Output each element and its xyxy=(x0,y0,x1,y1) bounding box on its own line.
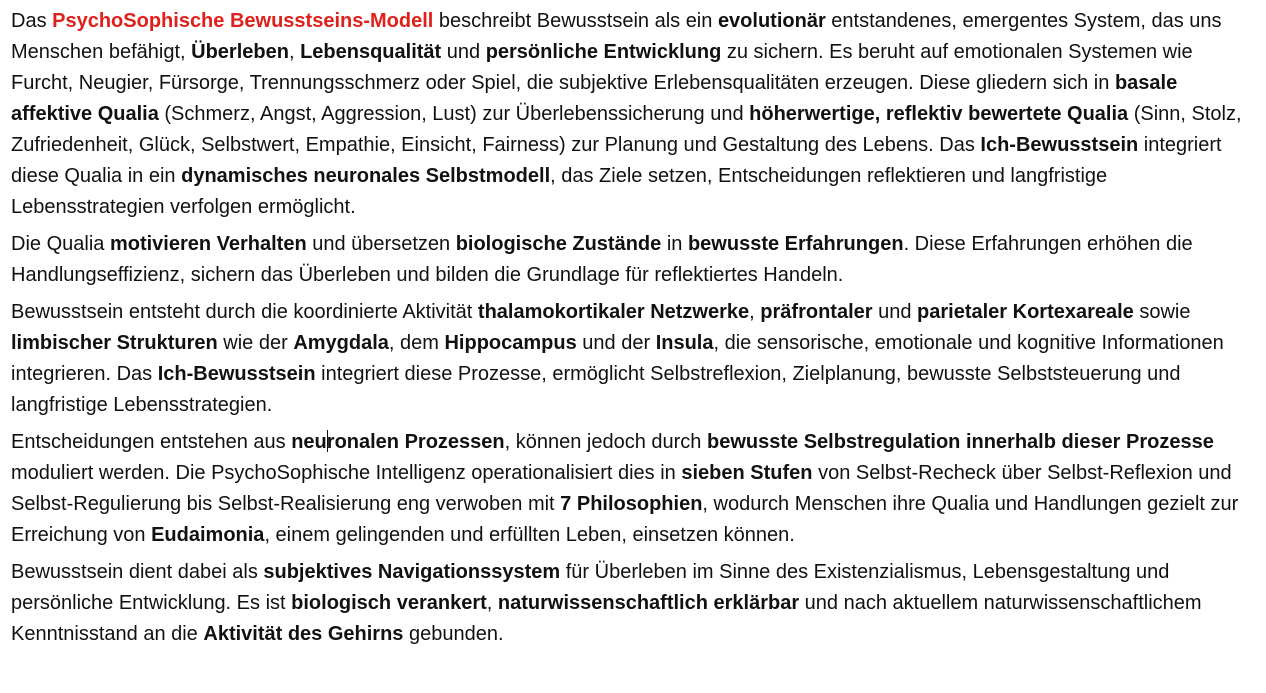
text-run: , die sensorische, emotionale und kognitive Informationen integrieren. Das xyxy=(11,332,1224,385)
text-run: von Selbst-Recheck über Selbst-Reflexion und Selbst-Regulierung bis Selbst-Realisierung eng verwoben mit xyxy=(11,462,1232,515)
bold-text-run: thalamokortikaler Netzwerke xyxy=(477,301,750,323)
text-run: , können jedoch durch xyxy=(504,431,707,453)
bold-text-run: ronalen Prozessen xyxy=(326,431,505,453)
text-run: Bewusstsein dient dabei als xyxy=(11,561,264,583)
text-run: und der xyxy=(576,332,656,354)
text-run: gebunden. xyxy=(403,623,504,645)
bold-text-run: Eudaimonia xyxy=(151,524,265,546)
paragraph xyxy=(11,427,1259,551)
text-run: beschreibt Bewusstsein als ein xyxy=(433,10,718,32)
text-run: in xyxy=(661,233,688,255)
text-run: und übersetzen xyxy=(306,233,456,255)
bold-text-run: präfrontaler xyxy=(760,301,873,323)
bold-text-run: bewusste Selbstregulation innerhalb dieser Prozesse xyxy=(707,431,1214,453)
text-run: integriert diese Qualia in ein xyxy=(11,134,1222,187)
bold-text-run: Ich-Bewusstsein xyxy=(980,134,1139,156)
text-run: Entscheidungen entstehen aus xyxy=(11,431,292,453)
bold-text-run: Insula xyxy=(655,332,714,354)
text-run: , xyxy=(486,592,498,614)
paragraph xyxy=(11,557,1259,650)
text-run: , xyxy=(288,41,301,63)
text-run: , das Ziele setzen, Entscheidungen reflektieren und langfristige Lebensstrategien verfolgen ermöglicht. xyxy=(11,165,1108,218)
bold-text-run: Überleben xyxy=(191,41,289,63)
text-run: (Schmerz, Angst, Aggression, Lust) zur Überlebenssicherung und xyxy=(158,103,750,125)
text-run: entstandenes, emergentes System, das uns Menschen befähigt, xyxy=(11,10,1222,63)
highlighted-term: PsychoSophische Bewusstseins-Modell xyxy=(52,10,434,32)
bold-text-run: limbischer Strukturen xyxy=(11,332,218,354)
text-run: moduliert werden. Die PsychoSophische Intelligenz operationalisiert dies in xyxy=(11,462,682,484)
bold-text-run: subjektives Navigationssystem xyxy=(263,561,561,583)
bold-text-run: 7 Philosophien xyxy=(560,493,703,515)
document-body[interactable] xyxy=(11,6,1259,656)
text-run: zu sichern. Es beruht auf emotionalen Systemen wie Furcht, Neugier, Fürsorge, Trennungsschmerz oder Spiel, die subjektive Erlebensqualitäten erzeugen. Diese gliedern sich in xyxy=(11,41,1193,94)
text-run: (Sinn, Stolz, Zufriedenheit, Glück, Selbstwert, Empathie, Einsicht, Fairness) zur Planung und Gestaltung des Lebens. Das xyxy=(11,103,1242,156)
bold-text-run: Amygdala xyxy=(293,332,389,354)
bold-text-run: dynamisches neuronales Selbstmodell xyxy=(181,165,551,187)
bold-text-run: motivieren Verhalten xyxy=(109,233,307,255)
bold-text-run: sieben Stufen xyxy=(681,462,813,484)
text-run: für Überleben im Sinne des Existenzialismus, Lebensgestaltung und persönliche Entwicklung. Es ist xyxy=(11,561,1170,614)
text-run: und nach aktuellem naturwissenschaftlichem Kenntnisstand an die xyxy=(11,592,1202,645)
text-run: und xyxy=(441,41,486,63)
bold-text-run: Hippocampus xyxy=(444,332,577,354)
bold-text-run: persönliche Entwicklung xyxy=(485,41,722,63)
paragraph xyxy=(11,6,1259,223)
text-run: . Diese Erfahrungen erhöhen die Handlungseffizienz, sichern das Überleben und bilden die Grundlage für reflektiertes Handeln. xyxy=(11,233,1193,286)
bold-text-run: basale affektive Qualia xyxy=(11,72,1178,125)
bold-text-run: evolutionär xyxy=(717,10,826,32)
bold-text-run: höherwertige, reflektiv bewertete Qualia xyxy=(749,103,1129,125)
text-run: Die Qualia xyxy=(11,233,110,255)
bold-text-run: Ich-Bewusstsein xyxy=(157,363,316,385)
bold-text-run: parietaler Kortexareale xyxy=(917,301,1134,323)
text-run: Bewusstsein entsteht durch die koordinierte Aktivität xyxy=(11,301,478,323)
text-run: , dem xyxy=(388,332,445,354)
paragraph xyxy=(11,229,1259,291)
bold-text-run: Aktivität des Gehirns xyxy=(203,623,404,645)
text-run: sowie xyxy=(1133,301,1191,323)
text-run: , wodurch Menschen ihre Qualia und Handlungen gezielt zur Erreichung von xyxy=(11,493,1239,546)
text-run: und xyxy=(872,301,918,323)
bold-text-run: naturwissenschaftlich erklärbar xyxy=(497,592,800,614)
bold-text-run: biologisch verankert xyxy=(291,592,487,614)
bold-text-run: neu xyxy=(291,431,327,453)
text-run: , xyxy=(749,301,761,323)
bold-text-run: bewusste Erfahrungen xyxy=(687,233,904,255)
paragraph xyxy=(11,297,1259,421)
bold-text-run: Lebensqualität xyxy=(300,41,442,63)
text-run: Das xyxy=(11,10,53,32)
bold-text-run: biologische Zustände xyxy=(455,233,662,255)
text-run: integriert diese Prozesse, ermöglicht Selbstreflexion, Zielplanung, bewusste Selbststeuerung und langfristige Lebensstrategien. xyxy=(11,363,1181,416)
text-run: , einem gelingenden und erfüllten Leben, einsetzen können. xyxy=(264,524,795,546)
text-run: wie der xyxy=(217,332,294,354)
